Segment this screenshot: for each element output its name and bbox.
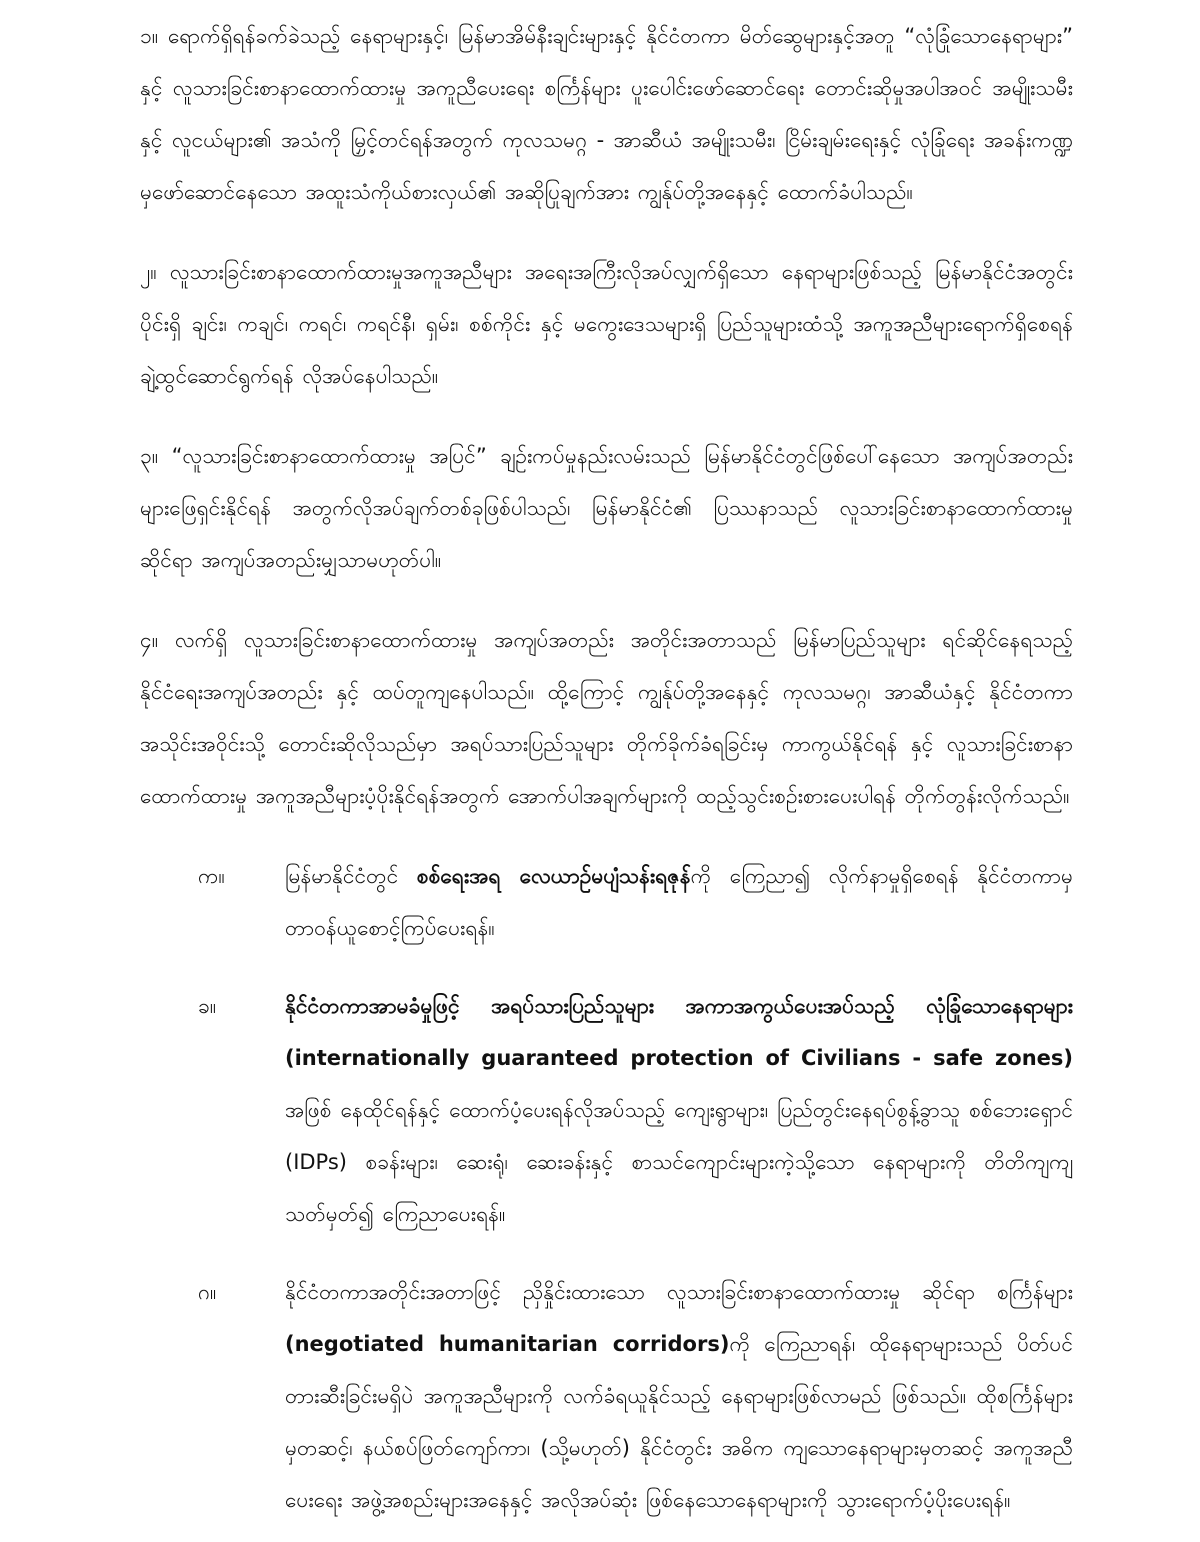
subitem-text-post: ကို ကြေညာ၍ လိုက်နာမှုရှိစေရန် နိုင်ငံတကာမှ တာဝန်ယူစောင့်ကြပ်ပေးရန်။ <box>285 864 1073 940</box>
subitem-ka <box>140 850 1073 954</box>
paragraph-number: ၄။ <box>140 628 159 652</box>
subitem-text <box>285 1266 1073 1526</box>
subitem-kha <box>140 980 1073 1240</box>
subitem-text-pre: နိုင်ငံတကာအတိုင်းအတာဖြင့် ညှိနှိုင်းထားသော လူသားခြင်းစာနာထောက်ထားမှု ဆိုင်ရာ စင်္ကြန်များ <box>285 1280 1073 1304</box>
subitem-text-post: အဖြစ် နေထိုင်ရန်နှင့် ထောက်ပံ့ပေးရန်လိုအပ်သည့် ကျေးရွာများ၊ ပြည်တွင်းနေရပ်စွန့်ခွာသူ စစ်ဘေးရှောင် (IDPs) စခန်းများ၊ ဆေးရုံ၊ ဆေးခန်းနှင့် စာသင်ကျောင်းများကဲ့သို့သော နေရာများကို တိတိကျကျသတ်မှတ်၍ ကြေညာပေးရန်။ <box>285 1098 1073 1226</box>
paragraph-number: ၃။ <box>140 444 159 468</box>
subitem-text-post: ကို ကြေညာရန်၊ ထိုနေရာများသည် ပိတ်ပင်တားဆီးခြင်းမရှိပဲ အကူအညီများကို လက်ခံရယူနိုင်သည့် နေရာများဖြစ်လာမည် ဖြစ်သည်။ ထိုစင်္ကြန်များမှတဆင့်၊ နယ်စပ်ဖြတ်ကျော်ကာ၊ (သို့မဟုတ်) နိုင်ငံတွင်း အဓိက ကျသောနေရာများမှတဆင့် အကူအညီပေးရေး အဖွဲ့အစည်းများအနေနှင့် အလိုအပ်ဆုံး ဖြစ်နေသောနေရာများကို သွားရောက်ပံ့ပိုးပေးရန်။ <box>285 1332 1074 1512</box>
paragraph-text: လက်ရှိ လူသားခြင်းစာနာထောက်ထားမှု အကျပ်အတည်း အတိုင်းအတာသည် မြန်မာပြည်သူများ ရင်ဆိုင်နေရသည့် နိုင်ငံရေးအကျပ်အတည်း နှင့် ထပ်တူကျနေပါသည်။ ထို့ကြောင့် ကျွန်ုပ်တို့အနေနှင့် ကုလသမဂ္ဂ၊ အာဆီယံနှင့် နိုင်ငံတကာအသိုင်းအဝိုင်းသို့ တောင်းဆိုလိုသည်မှာ အရပ်သားပြည်သူများ တိုက်ခိုက်ခံရခြင်းမှ ကာကွယ်နိုင်ရန် နှင့် လူသားခြင်းစာနာထောက်ထားမှု အကူအညီများပံ့ပိုးနိုင်ရန်အတွက် အောက်ပါအချက်များကို ထည့်သွင်းစဉ်းစားပေးပါရန် တိုက်တွန်းလိုက်သည်။ <box>140 628 1073 808</box>
subitem-text <box>285 980 1073 1240</box>
subitem-text-bold: နိုင်ငံတကာအာမခံမှုဖြင့် အရပ်သားပြည်သူများ အကာအကွယ်ပေးအပ်သည့် လုံခြုံသောနေရာများ (internationally guaranteed protection of Civilians - safe zones) <box>285 994 1073 1070</box>
paragraph-number: ၁။ <box>140 24 159 48</box>
paragraph-2 <box>140 246 1073 402</box>
subitem-text-bold: (negotiated humanitarian corridors) <box>285 1332 730 1356</box>
subitem-text-bold: စစ်ရေးအရ လေယာဉ်မပျံသန်းရဇုန် <box>416 864 691 888</box>
subitem-number: ခ။ <box>198 994 217 1018</box>
paragraph-text: “လူသားခြင်းစာနာထောက်ထားမှု အပြင်” ချဉ်းကပ်မှုနည်းလမ်းသည် မြန်မာနိုင်ငံတွင်ဖြစ်ပေါ်နေသော အကျပ်အတည်းများဖြေရှင်းနိုင်ရန် အတွက်လိုအပ်ချက်တစ်ခုဖြစ်ပါသည်၊ မြန်မာနိုင်ငံ၏ ပြဿနာသည် လူသားခြင်းစာနာထောက်ထားမှု ဆိုင်ရာ အကျပ်အတည်းမျှသာမဟုတ်ပါ။ <box>140 444 1073 572</box>
subitem-text <box>285 850 1073 954</box>
paragraph-text: ရောက်ရှိရန်ခက်ခဲသည့် နေရာများနှင့်၊ မြန်မာအိမ်နီးချင်းများနှင့် နိုင်ငံတကာ မိတ်ဆွေများနှင့်အတူ “လုံခြုံသောနေရာများ” နှင့် လူသားခြင်းစာနာထောက်ထားမှု အကူညီပေးရေး စင်္ကြန်များ ပူးပေါင်းဖော်ဆောင်ရေး တောင်းဆိုမှုအပါအဝင် အမျိုးသမီးနှင့် လူငယ်များ၏ အသံကို မြှင့်တင်ရန်အတွက် ကုလသမဂ္ဂ - အာဆီယံ အမျိုးသမီး၊ ငြိမ်းချမ်းရေးနှင့် လုံခြုံရေး အခန်းကဏ္ဍမှဖော်ဆောင်နေသော အထူးသံကိုယ်စားလှယ်၏ အဆိုပြုချက်အား ကျွန်ုပ်တို့အနေနှင့် ထောက်ခံပါသည်။ <box>140 24 1073 204</box>
paragraph-number: ၂။ <box>140 260 157 284</box>
paragraph-text: လူသားခြင်းစာနာထောက်ထားမှုအကူအညီများ အရေးအကြီးလိုအပ်လျှက်ရှိသော နေရာများဖြစ်သည့် မြန်မာနိုင်ငံအတွင်းပိုင်းရှိ ချင်း၊ ကချင်၊ ကရင်၊ ကရင်နီ၊ ရှမ်း၊ စစ်ကိုင်း နှင့် မကွေးဒေသများရှိ ပြည်သူများထံသို့ အကူအညီများရောက်ရှိစေရန် ချဲ့ထွင်ဆောင်ရွက်ရန် လိုအပ်နေပါသည်။ <box>140 260 1073 388</box>
subitem-number: ဂ။ <box>198 1280 217 1304</box>
subitem-number: က။ <box>198 864 225 888</box>
paragraph-1 <box>140 10 1073 218</box>
paragraph-4 <box>140 614 1073 822</box>
subitem-ga <box>140 1266 1073 1526</box>
paragraph-3 <box>140 430 1073 586</box>
subitem-text-pre: မြန်မာနိုင်ငံတွင် <box>285 864 417 888</box>
